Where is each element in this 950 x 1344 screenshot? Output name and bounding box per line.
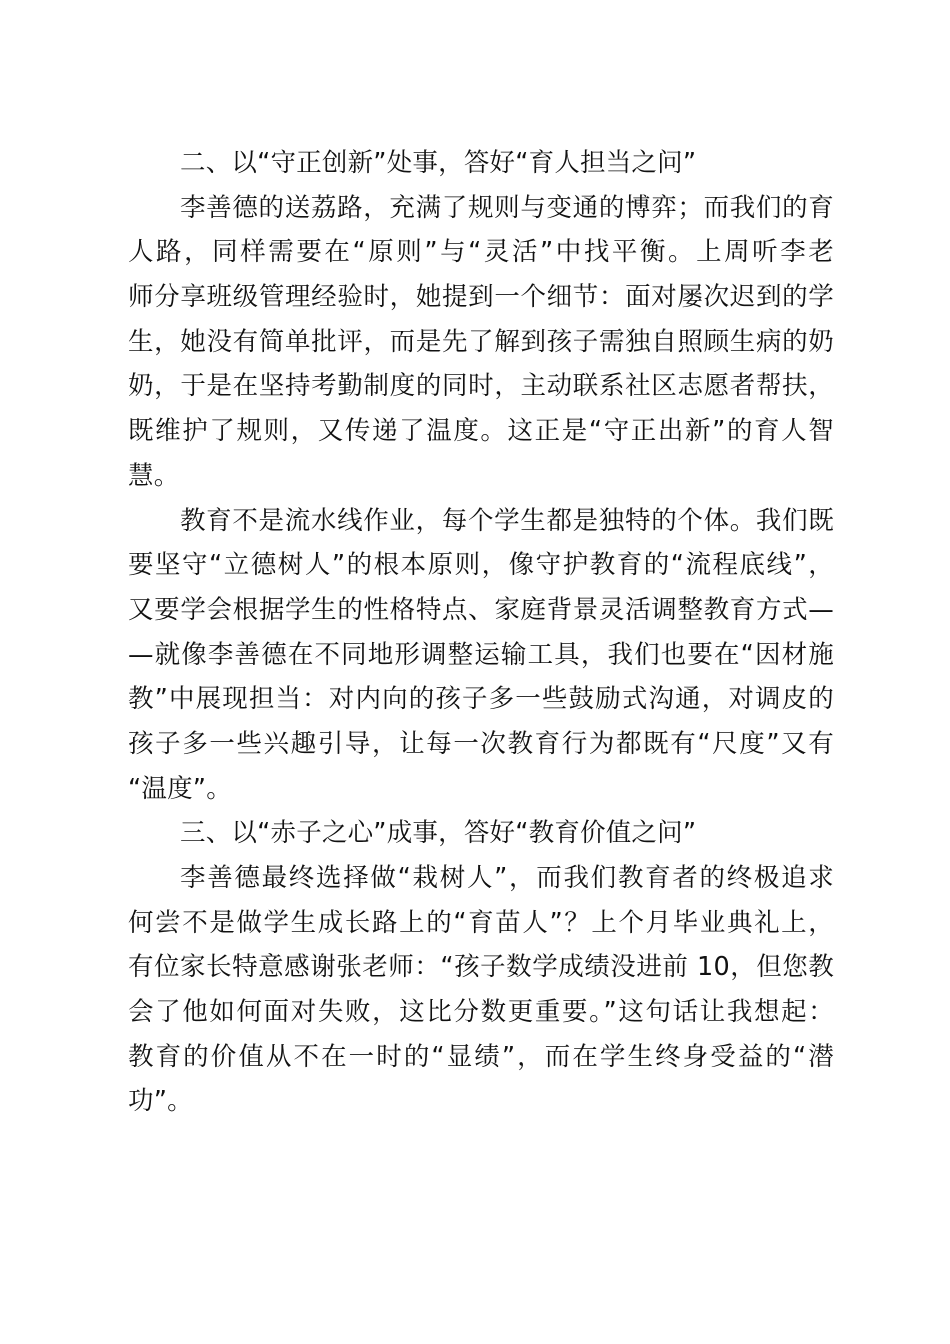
paragraph-line: —就像李善德在不同地形调整运输工具，我们也要在“因材施: [128, 639, 834, 670]
paragraph-line: 教育不是流水线作业，每个学生都是独特的个体。我们既: [180, 505, 834, 536]
paragraph-line: 何尝不是做学生成长路上的“育苗人”？上个月毕业典礼上，: [128, 907, 834, 938]
paragraph-line: 有位家长特意感谢张老师：“孩子数学成绩没进前 10，但您教: [128, 952, 834, 983]
paragraph-line: “温度”。: [128, 773, 232, 804]
paragraph-line: 功”。: [128, 1086, 193, 1117]
paragraph-line: 孩子多一些兴趣引导，让每一次教育行为都既有“尺度”又有: [128, 728, 834, 759]
section-heading-3: 三、以“赤子之心”成事，答好“教育价值之问”: [180, 818, 697, 849]
paragraph-line: 人路，同样需要在“原则”与“灵活”中找平衡。上周听李老: [128, 237, 834, 268]
paragraph-line: 教育的价值从不在一时的“显绩”，而在学生终身受益的“潜: [128, 1041, 834, 1072]
paragraph-line: 慧。: [128, 460, 180, 491]
paragraph-line: 李善德的送荔路，充满了规则与变通的博弈；而我们的育: [180, 192, 834, 223]
paragraph-line: 要坚守“立德树人”的根本原则，像守护教育的“流程底线”，: [128, 550, 834, 581]
paragraph-line: 又要学会根据学生的性格特点、家庭背景灵活调整教育方式—: [128, 594, 834, 625]
section-heading-2: 二、以“守正创新”处事，答好“育人担当之问”: [180, 148, 697, 178]
paragraph-line: 教”中展现担当：对内向的孩子多一些鼓励式沟通，对调皮的: [128, 684, 834, 715]
paragraph-line: 李善德最终选择做“栽树人”，而我们教育者的终极追求: [180, 863, 834, 893]
paragraph-line: 会了他如何面对失败，这比分数更重要。”这句话让我想起：: [128, 997, 834, 1028]
paragraph-line: 师分享班级管理经验时，她提到一个细节：面对屡次迟到的学: [128, 282, 834, 313]
document-body: [128, 141, 834, 1124]
paragraph-line: 既维护了规则，又传递了温度。这正是“守正出新”的育人智: [128, 416, 834, 447]
paragraph-line: 生，她没有简单批评，而是先了解到孩子需独自照顾生病的奶: [128, 326, 834, 357]
paragraph-line: 奶，于是在坚持考勤制度的同时，主动联系社区志愿者帮扶，: [128, 371, 834, 402]
